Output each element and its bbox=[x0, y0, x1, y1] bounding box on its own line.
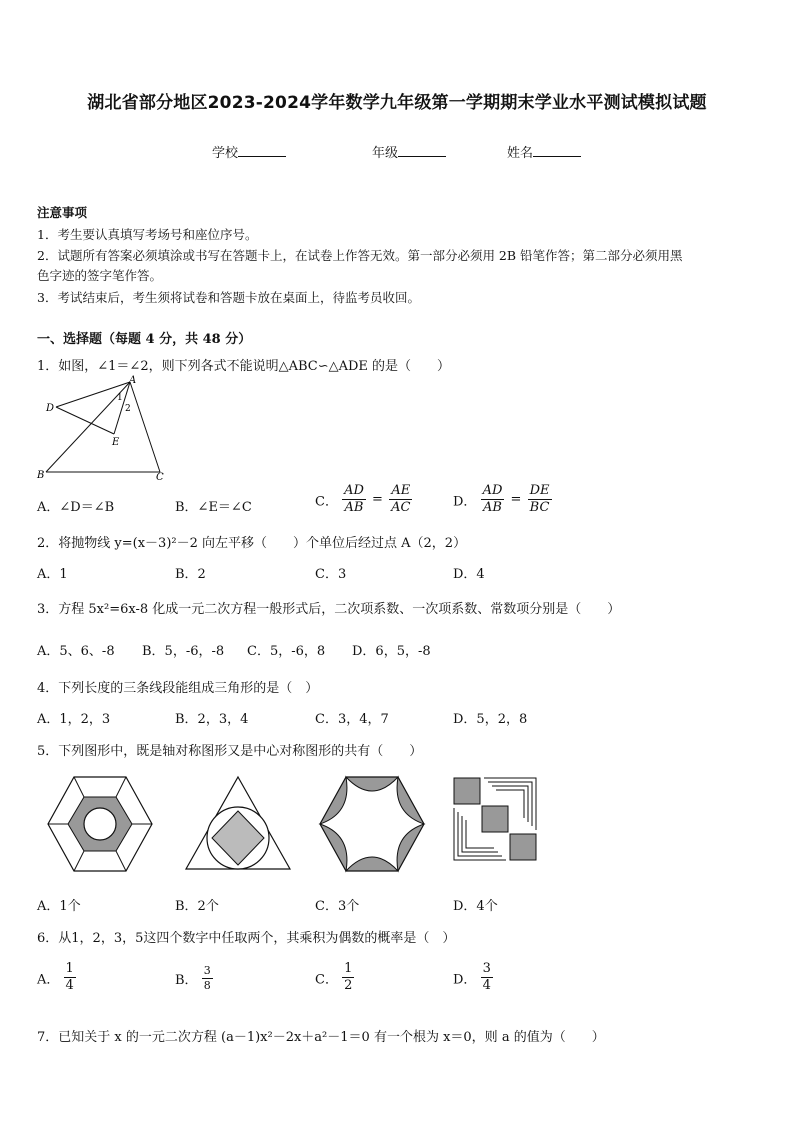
question-2-option-d[interactable]: D．4 bbox=[453, 567, 485, 582]
question-5-stem: 5．下列图形中，既是轴对称图形又是中心对称图形的共有（ ） bbox=[37, 744, 423, 759]
question-5-figure-3 bbox=[316, 775, 428, 873]
label-B: B bbox=[37, 470, 45, 481]
question-6-option-c[interactable]: C． $\frac{1}{2}$ bbox=[315, 961, 353, 994]
note-item: 2．试题所有答案必须填涂或书写在答题卡上，在试卷上作答无效。第一部分必须用 2B 铅笔作答；第二部分必须用黑 bbox=[37, 248, 683, 263]
fraction: $\frac{3}{4}$ bbox=[482, 961, 491, 994]
grade-field[interactable] bbox=[372, 142, 446, 161]
question-5-option-d[interactable]: D．4个 bbox=[453, 899, 498, 914]
question-2-option-c[interactable]: C．3 bbox=[315, 567, 347, 582]
label-E: E bbox=[112, 437, 120, 448]
question-5-option-b[interactable]: B．2个 bbox=[175, 899, 219, 914]
question-1-option-d[interactable]: D． $\frac{AD}{AB}$ = $\frac{DE}{BC}$ bbox=[453, 483, 550, 516]
label-angle-2: 2 bbox=[125, 404, 131, 414]
label-D: D bbox=[46, 403, 55, 414]
question-1-option-c[interactable]: C． $\frac{AD}{AB}$ = $\frac{AE}{AC}$ bbox=[315, 483, 411, 516]
label-A: A bbox=[129, 375, 137, 386]
question-4-option-a[interactable]: A．1，2，3 bbox=[37, 712, 111, 727]
question-4-option-c[interactable]: C．3，4，7 bbox=[315, 712, 389, 727]
question-1-option-a[interactable]: A．∠D＝∠B bbox=[37, 500, 115, 515]
question-3-stem: 3．方程 5x²=6x-8 化成一元二次方程一般形式后，二次项系数、一次项系数、常数项分别是（ ） bbox=[37, 602, 621, 617]
question-6-option-d[interactable]: D． $\frac{3}{4}$ bbox=[453, 961, 491, 994]
note-item: 色字迹的签字笔作答。 bbox=[37, 268, 163, 283]
question-7-stem: 7．已知关于 x 的一元二次方程 (a－1)x²－2x＋a²－1＝0 有一个根为 x＝0，则 a 的值为（ ） bbox=[37, 1030, 605, 1045]
question-1-option-b[interactable]: B．∠E＝∠C bbox=[175, 500, 252, 515]
label-angle-1: 1 bbox=[117, 393, 123, 403]
page-title: 湖北省部分地区2023-2024学年数学九年级第一学期期末学业水平测试模拟试题 bbox=[87, 93, 707, 113]
question-5-option-a[interactable]: A．1个 bbox=[37, 899, 81, 914]
question-3-option-c[interactable]: C．5，-6，8 bbox=[247, 644, 326, 659]
name-label: 姓名 bbox=[507, 146, 534, 161]
fraction: $\frac{AE}{AC}$ bbox=[391, 483, 411, 516]
school-field[interactable] bbox=[212, 142, 286, 161]
question-3-option-d[interactable]: D．6，5，-8 bbox=[352, 644, 431, 659]
question-6-option-a[interactable]: A． $\frac{1}{4}$ bbox=[37, 961, 74, 994]
fraction: $\frac{AD}{AB}$ bbox=[344, 483, 364, 516]
question-5-option-c[interactable]: C．3个 bbox=[315, 899, 360, 914]
question-5-figure-1 bbox=[44, 775, 156, 873]
label-C: C bbox=[156, 472, 164, 482]
section-heading: 一、选择题（每题 4 分，共 48 分） bbox=[37, 332, 252, 347]
fraction: $\frac{1}{2}$ bbox=[344, 961, 353, 994]
question-6-option-b[interactable]: B． $\frac{3}{8}$ bbox=[175, 964, 211, 992]
fraction: $\frac{DE}{BC}$ bbox=[529, 483, 550, 516]
fraction: $\frac{AD}{AB}$ bbox=[482, 483, 503, 516]
fraction: $\frac{1}{4}$ bbox=[65, 961, 74, 994]
notes-heading: 注意事项 bbox=[37, 205, 88, 220]
question-1-stem: 1．如图，∠1＝∠2，则下列各式不能说明△ABC∽△ADE 的是（ ） bbox=[37, 359, 451, 374]
question-5-figure-2 bbox=[182, 775, 294, 873]
question-2-option-b[interactable]: B．2 bbox=[175, 567, 206, 582]
question-2-option-a[interactable]: A．1 bbox=[37, 567, 68, 582]
question-1-figure bbox=[36, 374, 168, 482]
school-label: 学校 bbox=[212, 146, 239, 161]
fraction: $\frac{3}{8}$ bbox=[203, 964, 211, 992]
grade-label: 年级 bbox=[372, 146, 399, 161]
question-5-figure-4 bbox=[452, 776, 542, 862]
question-6-stem: 6．从1，2，3，5这四个数字中任取两个，其乘积为偶数的概率是（ ） bbox=[37, 931, 456, 946]
question-4-stem: 4．下列长度的三条线段能组成三角形的是（ ） bbox=[37, 681, 319, 696]
note-item: 1．考生要认真填写考场号和座位序号。 bbox=[37, 227, 258, 242]
question-4-option-d[interactable]: D．5，2，8 bbox=[453, 712, 528, 727]
name-field[interactable] bbox=[507, 142, 581, 161]
question-3-option-b[interactable]: B．5，-6，-8 bbox=[142, 644, 225, 659]
question-4-option-b[interactable]: B．2，3，4 bbox=[175, 712, 249, 727]
question-3-option-a[interactable]: A．5、6、-8 bbox=[37, 644, 115, 659]
note-item: 3．考试结束后，考生须将试卷和答题卡放在桌面上，待监考员收回。 bbox=[37, 290, 420, 305]
question-2-stem: 2．将抛物线 y=(x－3)²－2 向左平移（ ）个单位后经过点 A（2，2） bbox=[37, 536, 467, 551]
